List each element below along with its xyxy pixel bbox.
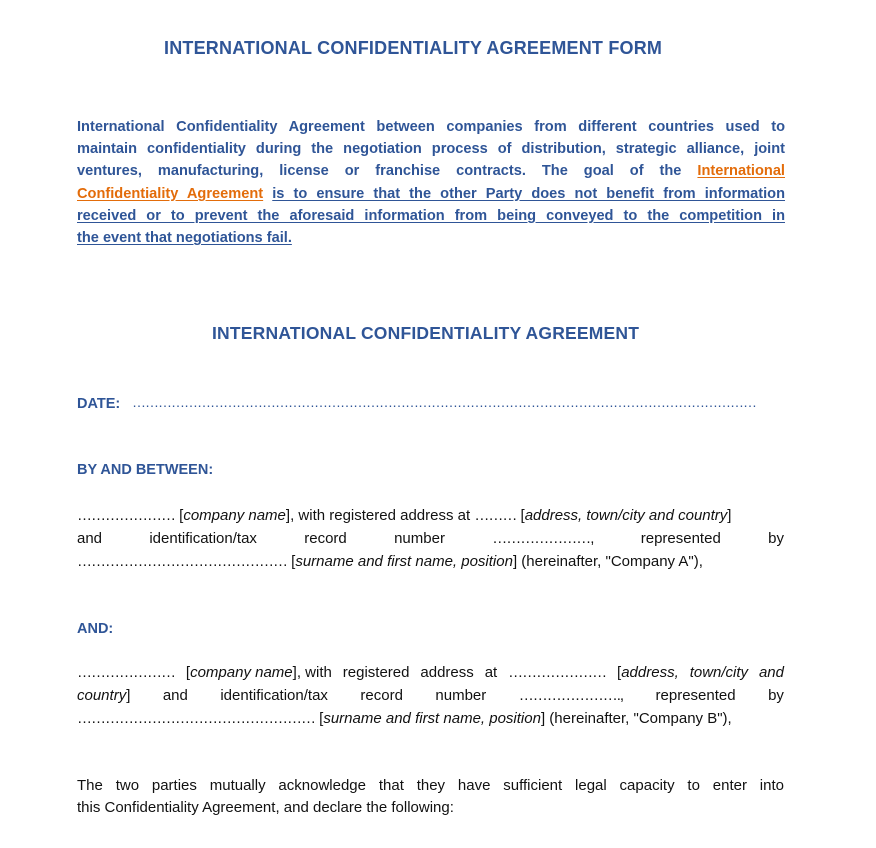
closing-line: The two parties mutually acknowledge that they have sufficient legal capacity to enter into [77, 777, 784, 794]
agreement-title: INTERNATIONAL CONFIDENTIALITY AGREEMENT [212, 323, 640, 343]
representative-placeholder: surname and first name, position [323, 710, 541, 727]
intro-text: ventures, manufacturing, license or franchise contracts. The goal of the [77, 163, 682, 179]
clause-text: represented [655, 687, 736, 704]
closing-line: this Confidentiality Agreement, and declare the following: [77, 799, 454, 816]
clause-text: and [162, 687, 188, 704]
address-placeholder: town/city [689, 664, 749, 681]
intro-line: received or to prevent the aforesaid information from being conveyed to the competition in [77, 208, 785, 224]
clause-text: ] (hereinafter, "Company A"), [512, 553, 703, 570]
representative-placeholder: surname and first name, position [295, 553, 513, 570]
address-placeholder: address, [621, 664, 679, 681]
clause-text: by [768, 687, 784, 704]
address-placeholder: address, town/city and country [524, 507, 728, 524]
date-blank[interactable]: ……………………………………………………………………………………………………………………………… [132, 394, 756, 410]
date-label: DATE: [77, 396, 121, 412]
intro-line [77, 160, 785, 182]
agreement-link[interactable]: International [697, 163, 785, 179]
form-title: INTERNATIONAL CONFIDENTIALITY AGREEMENT FORM [164, 38, 663, 58]
intro-text: is to ensure that the other Party does not benefit from information [272, 186, 786, 202]
address-placeholder: country [77, 687, 127, 704]
date-field [77, 396, 120, 412]
address-placeholder: and [758, 664, 784, 681]
party-a-line-1: ………………… [company name], with registered address at ……… [address, town/city and country] [77, 507, 732, 524]
company-name-blank[interactable]: ………………… [77, 664, 175, 681]
address-blank[interactable]: ……… [474, 507, 517, 524]
clause-text: at [484, 664, 498, 681]
clause-text: identification/tax [220, 687, 328, 704]
clause-text: ] (hereinafter, "Company B"), [540, 710, 732, 727]
address-blank[interactable]: ………………… [508, 664, 607, 681]
intro-line [77, 183, 785, 205]
representative-blank[interactable]: …………………………………………… [77, 710, 315, 727]
company-name-placeholder: company name [183, 507, 286, 524]
clause-text: identification/tax [149, 530, 257, 547]
intro-line: maintain confidentiality during the negotiation process of distribution, strategic alliance, joint [77, 141, 785, 157]
clause-text: number [394, 530, 445, 547]
tax-number-blank[interactable]: …………………, [492, 530, 594, 547]
clause-text: ], with [292, 664, 332, 681]
company-name-placeholder: company name [190, 664, 293, 681]
clause-text: address [420, 664, 474, 681]
intro-line: International Confidentiality Agreement between companies from different countries used to [77, 119, 785, 135]
by-and-between-label: BY AND BETWEEN: [77, 462, 214, 478]
intro-text: the event that negotiations fail. [77, 230, 292, 246]
party-a-line-2 [77, 528, 784, 550]
clause-text: record [360, 687, 403, 704]
party-b-line-3: …………………………………………… [surname and first name, position] (hereinafter, "Company B"), [77, 710, 732, 727]
clause-text: number [435, 687, 487, 704]
and-label: AND: [77, 621, 114, 637]
clause-text: by [768, 530, 784, 547]
tax-number-blank[interactable]: …………………., [518, 687, 624, 704]
party-b-line-1: ………………… [company name], with registered address at ………………… [address, town/city and [77, 662, 784, 684]
clause-text: registered [342, 664, 410, 681]
company-name-blank[interactable]: ………………… [77, 507, 175, 524]
clause-text: represented [640, 530, 721, 547]
agreement-link[interactable]: Confidentiality Agreement [77, 186, 264, 202]
clause-text: record [304, 530, 347, 547]
clause-text: ], with registered address at [285, 507, 471, 524]
clause-text: and [77, 530, 103, 547]
party-b-line-2: country] and identification/tax record number …………………., represented by [77, 685, 784, 707]
representative-blank[interactable]: ……………………………………… [77, 553, 287, 570]
intro-line [77, 227, 292, 249]
party-a-line-3: ……………………………………… [surname and first name, position] (hereinafter, "Company A"), [77, 553, 703, 570]
